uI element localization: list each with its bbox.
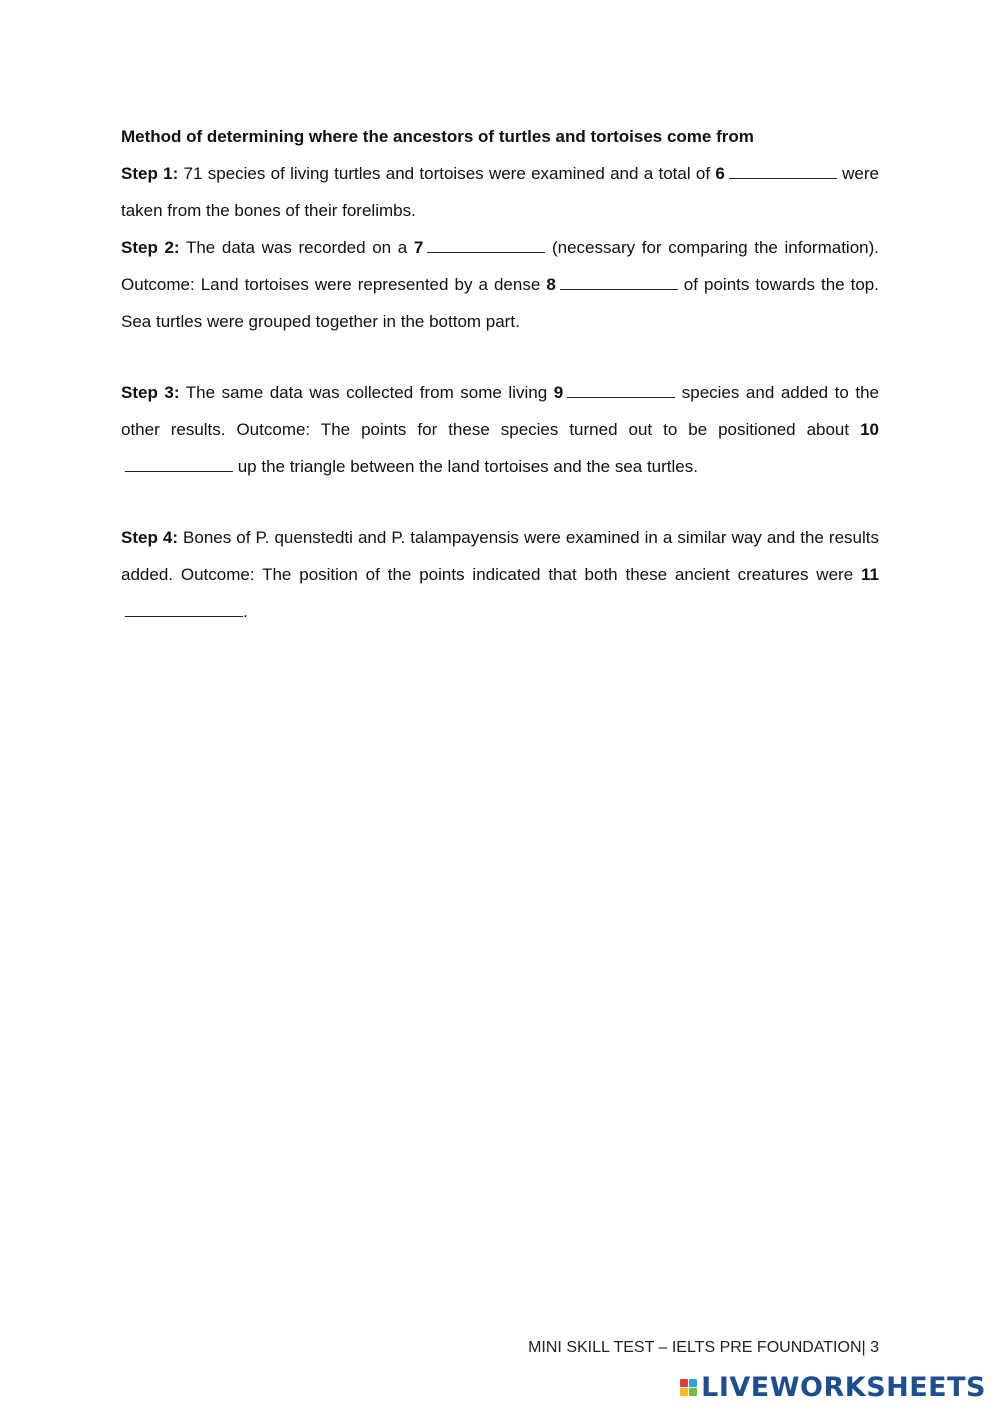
brand-name: LIVEWORKSHEETS	[701, 1372, 986, 1403]
step-4-text-b: .	[243, 602, 248, 621]
step-3-label: Step 3:	[121, 383, 180, 402]
blank-7-number: 7	[413, 238, 424, 257]
blank-10-number: 10	[860, 420, 879, 439]
step-2-text-a: The data was recorded on a	[179, 238, 414, 257]
step-2-label: Step 2:	[121, 238, 180, 257]
blank-9-input[interactable]	[567, 385, 675, 398]
page-title: Method of determining where the ancestors of turtles and tortoises come from	[121, 127, 754, 146]
brand-watermark	[680, 1372, 986, 1403]
blank-10-input[interactable]	[125, 459, 233, 472]
step-4-text-a: Bones of P. quenstedti and P. talampayensis were examined in a similar way and the results added. Outcome: The position of the points indicated that both these ancient creatures were	[121, 528, 879, 584]
step-4	[121, 519, 879, 630]
blank-7-input[interactable]	[427, 240, 545, 253]
blank-6-input[interactable]	[729, 166, 837, 179]
blank-9-number: 9	[553, 383, 564, 402]
step-1-text-b: were taken from the bones of their forelimbs.	[121, 164, 879, 220]
liveworksheets-logo-icon	[680, 1379, 697, 1396]
step-1	[121, 155, 879, 229]
logo-square-3	[680, 1388, 688, 1396]
step-3	[121, 374, 879, 485]
spacer	[121, 485, 879, 519]
step-2-text-c: of points towards the top. Sea turtles were grouped together in the bottom part.	[121, 275, 879, 331]
step-1-text-a: 71 species of living turtles and tortoises were examined and a total of	[178, 164, 716, 183]
blank-11-input[interactable]	[125, 604, 243, 617]
step-2	[121, 229, 879, 340]
logo-square-2	[689, 1379, 697, 1387]
step-3-text-a: The same data was collected from some living	[179, 383, 554, 402]
blank-8-number: 8	[546, 275, 556, 294]
blank-8-input[interactable]	[560, 277, 678, 290]
step-1-label: Step 1:	[121, 164, 179, 183]
worksheet-body	[121, 118, 879, 630]
step-4-label: Step 4:	[121, 528, 179, 547]
page-footer: MINI SKILL TEST – IELTS PRE FOUNDATION| 3	[528, 1339, 879, 1356]
step-3-text-c: up the triangle between the land tortoises and the sea turtles.	[233, 457, 698, 476]
blank-11-number: 11	[861, 565, 879, 584]
logo-square-4	[689, 1388, 697, 1396]
step-2-text-b: (necessary for comparing the information). Outcome: Land tortoises were represented by a dense	[121, 238, 879, 294]
spacer	[121, 340, 879, 374]
blank-6-number: 6	[715, 164, 725, 183]
logo-square-1	[680, 1379, 688, 1387]
step-3-text-b: species and added to the other results. Outcome: The points for these species turned out to be positioned about	[121, 383, 880, 439]
